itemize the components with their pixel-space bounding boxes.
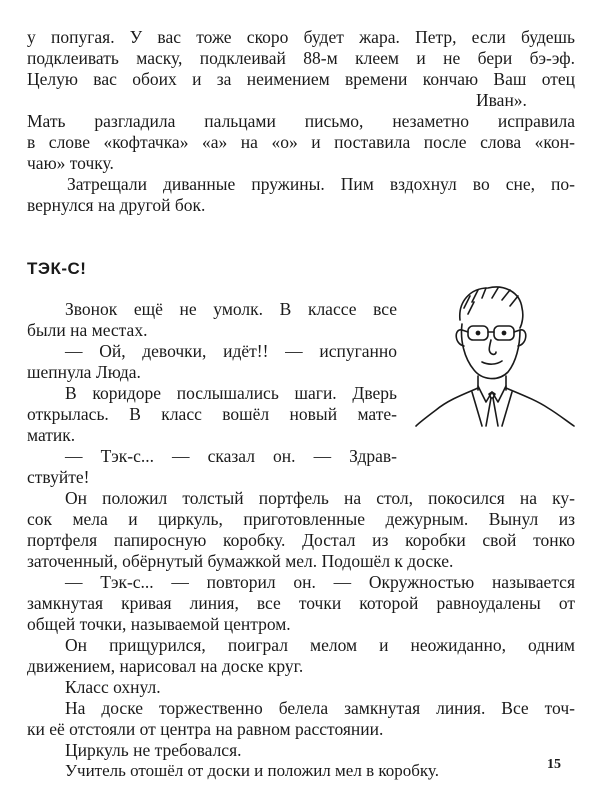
text-line: шепнула Люда.: [27, 362, 141, 382]
text-line: открылась. В класс вошёл новый мате-: [27, 404, 397, 424]
text-line: ствуйте!: [27, 467, 90, 487]
text-line: общей точки, называемой центром.: [27, 614, 291, 634]
text-line: Он положил толстый портфель на стол, покосился на ку-: [65, 488, 575, 508]
text-line: вернулся на другой бок.: [27, 195, 206, 215]
text-line: замкнутая кривая линия, все точки которой равноудалены от: [27, 593, 575, 613]
teacher-portrait-illustration: [412, 280, 582, 430]
text-line: — Тэк-с... — повторил он. — Окружностью называется: [65, 572, 575, 592]
text-line: Циркуль не требовался.: [65, 740, 242, 760]
text-line: — Ой, девочки, идёт!! — испуганно: [65, 341, 397, 361]
text-line: подклеивать маску, подклеивай 88-м клеем и не бери бэ-эф.: [27, 48, 575, 68]
text-line: Затрещали диванные пружины. Пим вздохнул во сне, по-: [67, 174, 575, 194]
text-line: заточенный, обёрнутый бумажкой мел. Подошёл к доске.: [27, 551, 454, 571]
text-line: движением, нарисовал на доске круг.: [27, 656, 304, 676]
text-line: были на местах.: [27, 320, 148, 340]
text-line: матик.: [27, 425, 76, 445]
text-line: Класс охнул.: [65, 677, 161, 697]
text-line: На доске торжественно белела замкнутая линия. Все точ-: [65, 698, 575, 718]
text-line: Иван».: [476, 90, 527, 110]
text-line: портфеля папиросную коробку. Достал из коробки свой тонко: [27, 530, 575, 550]
text-line: В коридоре послышались шаги. Дверь: [65, 383, 397, 403]
text-line: Целую вас обоих и за неимением времени кончаю Ваш отец: [27, 69, 575, 89]
chapter-heading: ТЭК-С!: [27, 259, 87, 278]
text-line: Звонок ещё не умолк. В классе все: [65, 299, 397, 319]
text-line: Учитель отошёл от доски и положил мел в коробку.: [65, 761, 439, 780]
text-line: Мать разгладила пальцами письмо, незаметно исправила: [27, 111, 575, 131]
text-line: чаю» точку.: [27, 153, 114, 173]
text-line: ки её отстояли от центра на равном расстоянии.: [27, 719, 384, 739]
text-line: Он прищурился, поиграл мелом и неожиданно, одним: [65, 635, 575, 655]
text-line: сок мела и циркуль, приготовленные дежурным. Вынул из: [27, 509, 575, 529]
text-line: у попугая. У вас тоже скоро будет жара. Петр, если будешь: [27, 27, 575, 47]
text-line: в слове «кофтачка» «а» на «о» и поставила после слова «кон-: [27, 132, 575, 152]
page-number: 15: [547, 757, 561, 772]
text-line: — Тэк-с... — сказал он. — Здрав-: [65, 446, 397, 466]
